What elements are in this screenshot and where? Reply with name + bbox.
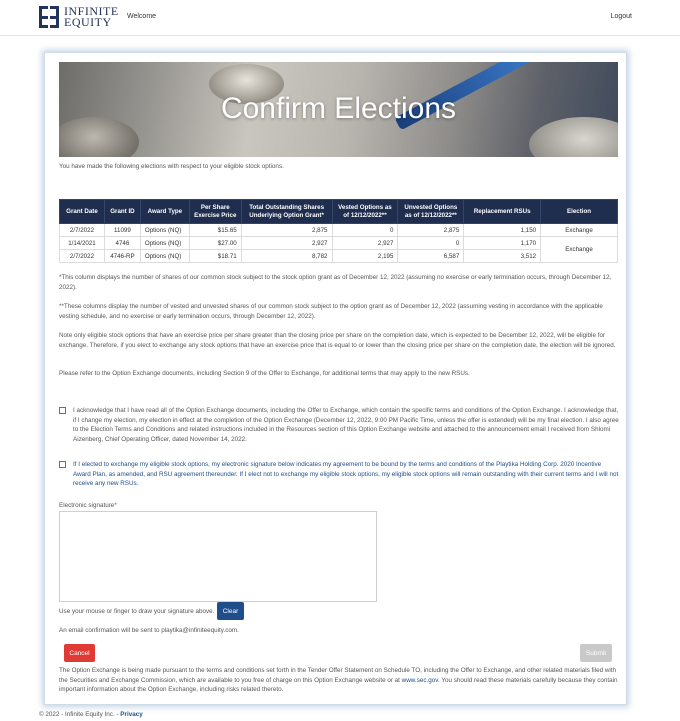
cell-award-type: Options (NQ) (140, 250, 189, 263)
col-total-shares: Total Outstanding Shares Underlying Option Grant* (241, 200, 332, 224)
table-row (60, 224, 618, 237)
email-confirmation-note: An email confirmation will be sent to playtika@infiniteequity.com. (59, 627, 239, 634)
cell-rsus: 1,170 (464, 237, 541, 250)
cell-unvested: 2,875 (398, 224, 464, 237)
eligibility-note: Note only eligible stock options that have an exercise price per share greater than the closing price per share on the completion date, which is expected to be December 12, 2022, will be eligible for exchange. Therefore, if you elect to exchange any stock options that have an exercise price that is equal to or lower than the closing price per share on the completion date, the election will be ignored. (59, 332, 616, 349)
cell-unvested: 6,587 (398, 250, 464, 263)
signature-hint: Use your mouse or finger to draw your signature above. (59, 608, 215, 615)
cell-grant-id: 4746 (104, 237, 140, 250)
logo-line-2: EQUITY (64, 15, 112, 29)
col-replacement-rsus: Replacement RSUs (464, 200, 541, 224)
refer-note: Please refer to the Option Exchange documents, including Section 9 of the Offer to Exchange, for additional terms that may apply to the new RSUs. (59, 370, 470, 377)
page-footer (39, 711, 143, 718)
cell-total: 2,927 (241, 237, 332, 250)
logo-mark-icon (39, 6, 59, 28)
infinite-equity-logo[interactable] (39, 6, 119, 28)
table-row (60, 250, 618, 263)
cancel-button[interactable]: Cancel (64, 644, 95, 662)
required-marker: * (114, 502, 117, 509)
cell-election: Exchange (541, 224, 618, 237)
cell-grant-date: 2/7/2022 (60, 250, 105, 263)
col-vested: Vested Options as of 12/12/2022** (332, 200, 398, 224)
consent-row (59, 460, 619, 489)
cell-rsus: 1,150 (464, 224, 541, 237)
signature-label (59, 502, 117, 509)
cell-grant-date: 2/7/2022 (60, 224, 105, 237)
logo-line-1: INFINITE (64, 4, 119, 18)
logout-link[interactable]: Logout (610, 13, 632, 20)
confirm-elections-card (44, 52, 627, 705)
col-election: Election (541, 200, 618, 224)
cell-award-type: Options (NQ) (140, 237, 189, 250)
cell-vested: 2,927 (332, 237, 398, 250)
page-title: Confirm Elections (220, 92, 457, 125)
acknowledgement-checkbox[interactable] (59, 407, 66, 414)
cell-award-type: Options (NQ) (140, 224, 189, 237)
cell-price: $18.71 (189, 250, 241, 263)
cell-price: $15.65 (189, 224, 241, 237)
clear-signature-button[interactable]: Clear (217, 602, 244, 620)
footnote-vesting: **These columns display the number of vested and unvested shares of our common stock subject to the option grant as of December 12, 2022 (assuming vesting in accordance with the applicable vesting schedule, and no exercise or early termination occurs, through December 12, 2022). (59, 303, 603, 320)
col-exercise-price: Per Share Exercise Price (189, 200, 241, 224)
cell-price: $27.00 (189, 237, 241, 250)
welcome-text: Welcome (127, 13, 157, 20)
top-nav-bar (0, 0, 680, 36)
cell-rsus: 3,512 (464, 250, 541, 263)
col-award-type: Award Type (140, 200, 189, 224)
privacy-link[interactable]: Privacy (120, 711, 143, 718)
logo-wordmark (64, 6, 119, 28)
table-header-row (60, 200, 618, 224)
elections-table (59, 199, 618, 263)
cell-unvested: 0 (398, 237, 464, 250)
submit-button[interactable]: Submit (580, 644, 612, 662)
signature-label-text: Electronic signature (59, 502, 115, 509)
legal-text-after: . You should read these materials carefully because they contain important information about the Option Exchange, including risks related thereto. (59, 676, 618, 693)
cell-election: Exchange (541, 237, 618, 263)
hero-banner (59, 62, 618, 157)
sec-gov-link[interactable]: www.sec.gov (401, 676, 438, 684)
legal-disclaimer (59, 666, 619, 695)
cell-vested: 0 (332, 224, 398, 237)
col-unvested: Unvested Options as of 12/12/2022** (398, 200, 464, 224)
acknowledgement-text: I acknowledge that I have read all of the Option Exchange documents, including the Offer to Exchange, which contain the specific terms and conditions of the Option Exchange. I acknowledge that, if I change my election, my election in effect at the completion of the Option Exchange (December 12, 2022, 9:00 PM Pacific Time, unless the offer is extended) will be my final election. I also agree to the Election Terms and Conditions and related instructions included in the Resources section of this Option Exchange website and attached to the announcement email I received from Shlomi Aizenberg, Chief Operating Officer, dated November 14, 2022. (73, 407, 619, 443)
cell-grant-id: 4746-RP (104, 250, 140, 263)
cell-total: 2,875 (241, 224, 332, 237)
copyright-text: © 2022 - Infinite Equity Inc. - (39, 711, 121, 718)
signature-pad[interactable] (59, 511, 377, 602)
legal-text-before: The Option Exchange is being made pursuant to the terms and conditions set forth in the Tender Offer Statement on Schedule TO, including the Offer to Exchange, and other related materials filed with the Securities and Exchange Commission, which are available to you free of charge on this Option Exchange website or at (59, 667, 617, 684)
consent-text: If I elected to exchange my eligible stock options, my electronic signature below indicates my agreement to be bound by the terms and conditions of the Playtika Holding Corp. 2020 Incentive Award Plan, as amended, and RSU agreement thereunder. If I elect not to exchange my eligible stock options, my eligible stock options will remain outstanding with their current terms and I will not receive any new RSUs. (73, 461, 619, 488)
consent-checkbox[interactable] (59, 461, 66, 468)
col-grant-id: Grant ID (104, 200, 140, 224)
acknowledgement-row (59, 406, 619, 444)
table-row (60, 237, 618, 250)
cell-grant-id: 11099 (104, 224, 140, 237)
footnote-total-shares: *This column displays the number of shares of our common stock subject to the stock option grant as of December 12, 2022 (assuming no exercise or early termination occurs, through December 12, 2022). (59, 274, 612, 291)
cell-grant-date: 1/14/2021 (60, 237, 105, 250)
cell-vested: 2,195 (332, 250, 398, 263)
col-grant-date: Grant Date (60, 200, 105, 224)
cell-total: 8,782 (241, 250, 332, 263)
intro-text: You have made the following elections with respect to your eligible stock options. (59, 163, 284, 170)
